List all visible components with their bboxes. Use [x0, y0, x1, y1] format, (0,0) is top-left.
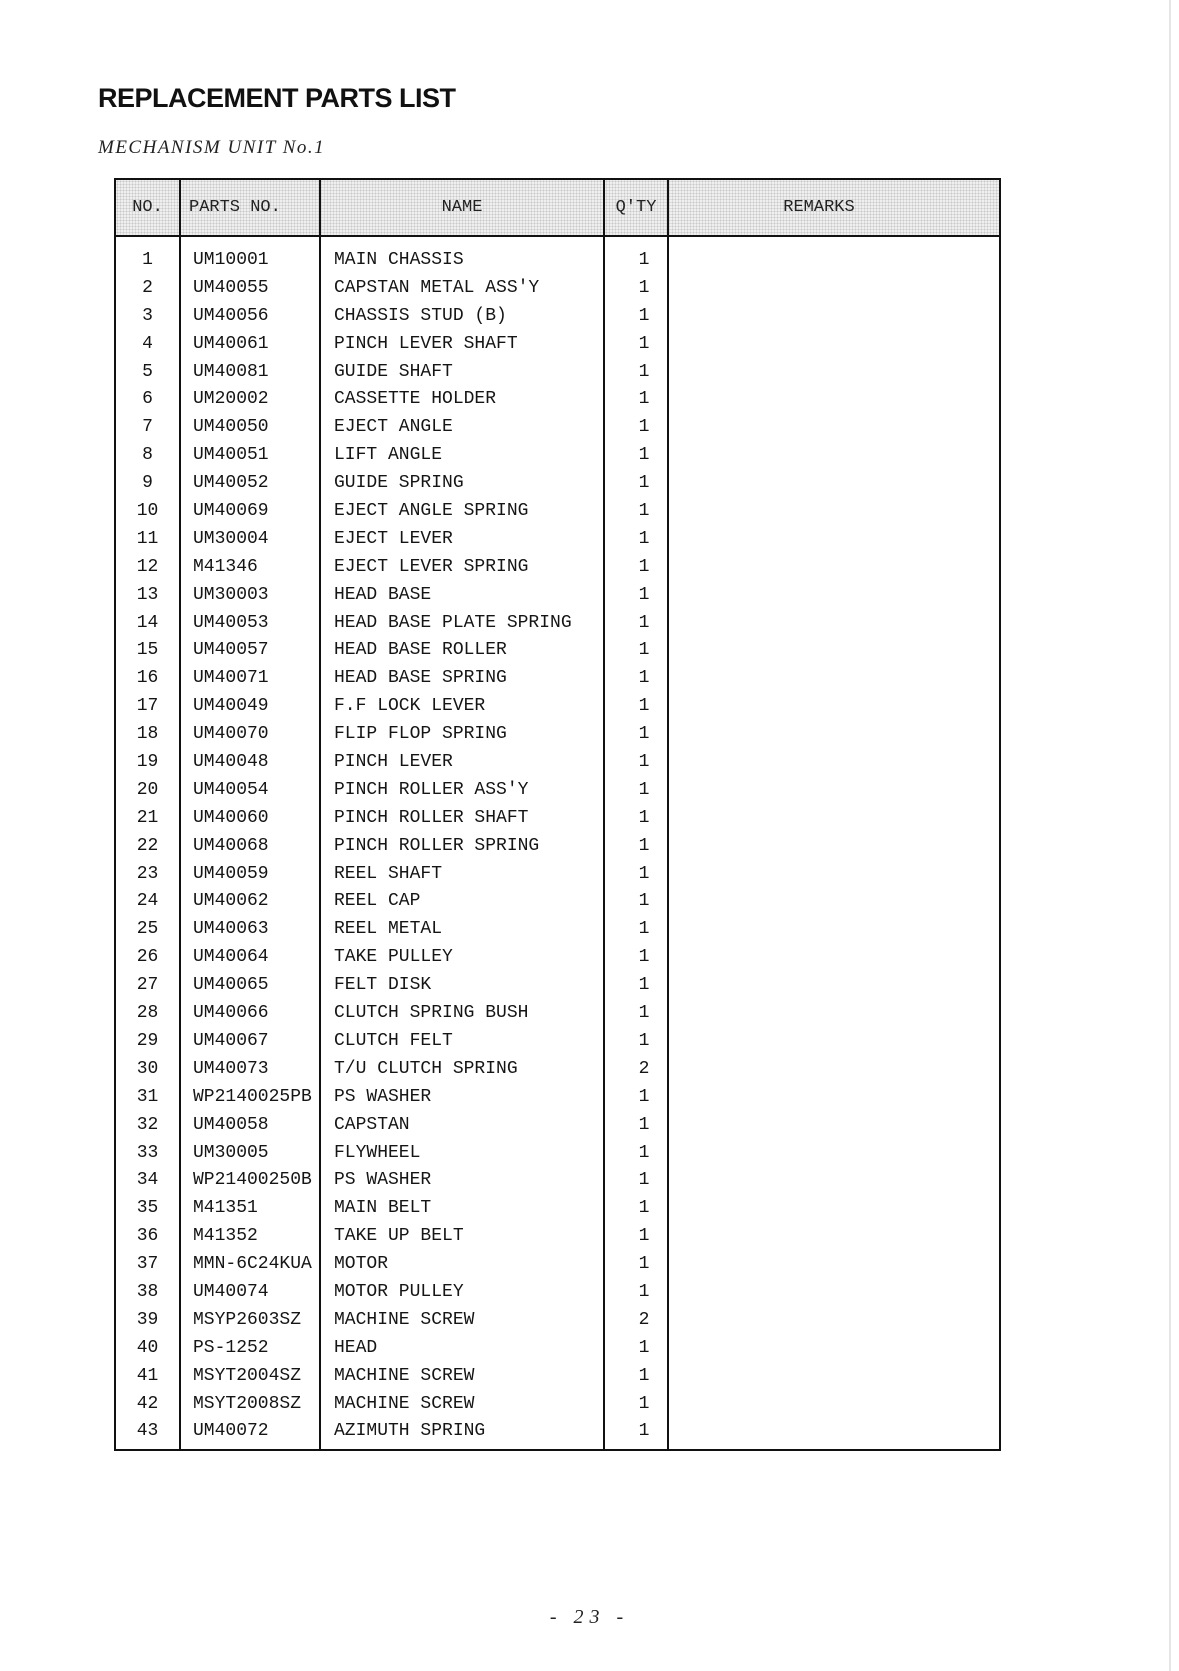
part-name: HEAD — [334, 1337, 378, 1358]
quantity: 1 — [638, 305, 650, 326]
part-number: UM40081 — [193, 361, 269, 382]
part-number: M41351 — [193, 1198, 258, 1219]
table-row — [116, 414, 999, 442]
table-row — [116, 1363, 999, 1391]
quantity: 2 — [638, 1309, 650, 1330]
table-row — [116, 1028, 999, 1056]
section-subtitle: MECHANISM UNIT No.1 — [98, 137, 326, 158]
quantity: 1 — [638, 501, 650, 522]
part-number: UM40061 — [193, 333, 269, 354]
header-qty: Q'TY — [615, 198, 657, 217]
row-number: 16 — [136, 668, 159, 689]
row-number: 38 — [136, 1281, 159, 1302]
quantity: 1 — [638, 668, 650, 689]
part-name: CLUTCH SPRING BUSH — [334, 1003, 529, 1024]
quantity: 1 — [638, 1086, 650, 1107]
part-number: UM40073 — [193, 1058, 269, 1079]
row-number: 35 — [136, 1198, 159, 1219]
row-number: 40 — [136, 1337, 159, 1358]
part-number: UM30004 — [193, 528, 269, 549]
row-number: 25 — [136, 919, 159, 940]
table-row — [116, 1391, 999, 1419]
row-number: 8 — [142, 445, 153, 466]
part-name: PINCH ROLLER ASS'Y — [334, 779, 529, 800]
quantity: 1 — [638, 1114, 650, 1135]
part-number: MSYT2004SZ — [193, 1365, 302, 1386]
quantity: 1 — [638, 752, 650, 773]
quantity: 1 — [638, 612, 650, 633]
table-row — [116, 972, 999, 1000]
quantity: 1 — [638, 779, 650, 800]
table-row — [116, 637, 999, 665]
part-name: MOTOR — [334, 1254, 389, 1275]
row-number: 2 — [142, 277, 153, 298]
part-name: FELT DISK — [334, 975, 432, 996]
row-number: 17 — [136, 696, 159, 717]
table-row — [116, 582, 999, 610]
part-number: PS-1252 — [193, 1337, 269, 1358]
part-number: UM40049 — [193, 696, 269, 717]
page-title: REPLACEMENT PARTS LIST — [98, 83, 456, 113]
row-number: 34 — [136, 1170, 159, 1191]
row-number: 29 — [136, 1030, 159, 1051]
part-number: UM40054 — [193, 779, 269, 800]
part-number: M41352 — [193, 1226, 258, 1247]
row-number: 11 — [136, 528, 159, 549]
table-row — [116, 888, 999, 916]
quantity: 1 — [638, 1254, 650, 1275]
part-number: UM30003 — [193, 584, 269, 605]
quantity: 1 — [638, 445, 650, 466]
quantity: 2 — [638, 1058, 650, 1079]
header-remarks: REMARKS — [783, 198, 855, 217]
quantity: 1 — [638, 361, 650, 382]
row-number: 18 — [136, 724, 159, 745]
table-row — [116, 1140, 999, 1168]
part-name: EJECT ANGLE — [334, 417, 453, 438]
quantity: 1 — [638, 696, 650, 717]
quantity: 1 — [638, 975, 650, 996]
quantity: 1 — [638, 863, 650, 884]
part-number: UM40052 — [193, 473, 269, 494]
part-number: UM40072 — [193, 1421, 269, 1442]
part-name: EJECT LEVER SPRING — [334, 556, 529, 577]
part-name: F.F LOCK LEVER — [334, 696, 486, 717]
table-header — [116, 180, 999, 237]
row-number: 24 — [136, 891, 159, 912]
row-number: 33 — [136, 1142, 159, 1163]
quantity: 1 — [638, 1170, 650, 1191]
row-number: 14 — [136, 612, 159, 633]
part-name: T/U CLUTCH SPRING — [334, 1058, 518, 1079]
part-name: CAPSTAN — [334, 1114, 410, 1135]
row-number: 39 — [136, 1309, 159, 1330]
quantity: 1 — [638, 584, 650, 605]
part-number: UM30005 — [193, 1142, 269, 1163]
part-name: HEAD BASE — [334, 584, 432, 605]
quantity: 1 — [638, 1421, 650, 1442]
table-row — [116, 610, 999, 638]
table-row — [116, 916, 999, 944]
page-number: - 23 - — [549, 1606, 630, 1628]
table-row — [116, 1167, 999, 1195]
row-number: 4 — [142, 333, 153, 354]
quantity: 1 — [638, 1003, 650, 1024]
part-number: UM40063 — [193, 919, 269, 940]
table-row — [116, 777, 999, 805]
part-number: UM10001 — [193, 250, 269, 270]
quantity: 1 — [638, 919, 650, 940]
part-name: PINCH ROLLER SHAFT — [334, 807, 529, 828]
table-row — [116, 1307, 999, 1335]
part-number: WP2140025PB — [193, 1086, 312, 1107]
part-name: EJECT LEVER — [334, 528, 453, 549]
row-number: 36 — [136, 1226, 159, 1247]
table-row — [116, 1195, 999, 1223]
row-number: 7 — [142, 417, 153, 438]
part-name: PINCH LEVER — [334, 752, 453, 773]
part-name: MOTOR PULLEY — [334, 1281, 464, 1302]
part-name: CLUTCH FELT — [334, 1030, 453, 1051]
quantity: 1 — [638, 1198, 650, 1219]
quantity: 1 — [638, 1365, 650, 1386]
part-number: UM40069 — [193, 501, 269, 522]
quantity: 1 — [638, 947, 650, 968]
table-row — [116, 1223, 999, 1251]
table-row — [116, 665, 999, 693]
row-number: 41 — [136, 1365, 159, 1386]
row-number: 19 — [136, 752, 159, 773]
row-number: 12 — [136, 556, 159, 577]
table-row — [116, 247, 999, 275]
part-number: UM40057 — [193, 640, 269, 661]
part-number: UM40071 — [193, 668, 269, 689]
row-number: 31 — [136, 1086, 159, 1107]
quantity: 1 — [638, 250, 650, 270]
part-name: CASSETTE HOLDER — [334, 389, 497, 410]
row-number: 27 — [136, 975, 159, 996]
part-name: MAIN BELT — [334, 1198, 432, 1219]
part-name: MACHINE SCREW — [334, 1365, 475, 1386]
quantity: 1 — [638, 640, 650, 661]
row-number: 10 — [136, 501, 159, 522]
part-number: UM20002 — [193, 389, 269, 410]
part-number: UM40053 — [193, 612, 269, 633]
row-number: 6 — [142, 389, 153, 410]
part-name: GUIDE SHAFT — [334, 361, 453, 382]
table-row — [116, 331, 999, 359]
part-name: GUIDE SPRING — [334, 473, 464, 494]
table-row — [116, 1251, 999, 1279]
part-number: UM40070 — [193, 724, 269, 745]
part-name: REEL CAP — [334, 891, 421, 912]
part-name: TAKE UP BELT — [334, 1226, 464, 1247]
quantity: 1 — [638, 473, 650, 494]
table-row — [116, 805, 999, 833]
part-name: PINCH ROLLER SPRING — [334, 835, 540, 856]
row-number: 30 — [136, 1058, 159, 1079]
quantity: 1 — [638, 389, 650, 410]
quantity: 1 — [638, 1226, 650, 1247]
part-number: UM40074 — [193, 1281, 269, 1302]
table-row — [116, 275, 999, 303]
table-row — [116, 1418, 999, 1446]
quantity: 1 — [638, 417, 650, 438]
quantity: 1 — [638, 1337, 650, 1358]
part-name: REEL METAL — [334, 919, 443, 940]
part-number: UM40064 — [193, 947, 269, 968]
row-number: 37 — [136, 1254, 159, 1275]
part-name: CAPSTAN METAL ASS'Y — [334, 277, 540, 298]
row-number: 22 — [136, 835, 159, 856]
part-number: UM40065 — [193, 975, 269, 996]
table-body — [116, 247, 999, 1446]
quantity: 1 — [638, 807, 650, 828]
table-row — [116, 526, 999, 554]
part-name: REEL SHAFT — [334, 863, 443, 884]
table-row — [116, 693, 999, 721]
row-number: 28 — [136, 1003, 159, 1024]
part-name: AZIMUTH SPRING — [334, 1421, 486, 1442]
part-number: UM40066 — [193, 1003, 269, 1024]
part-number: UM40059 — [193, 863, 269, 884]
part-name: PS WASHER — [334, 1086, 432, 1107]
row-number: 20 — [136, 779, 159, 800]
quantity: 1 — [638, 1393, 650, 1414]
quantity: 1 — [638, 1281, 650, 1302]
table-row — [116, 721, 999, 749]
table-row — [116, 1279, 999, 1307]
row-number: 1 — [142, 250, 153, 270]
table-row — [116, 1335, 999, 1363]
part-number: UM40068 — [193, 835, 269, 856]
table-row — [116, 359, 999, 387]
part-name: HEAD BASE SPRING — [334, 668, 507, 689]
row-number: 42 — [136, 1393, 159, 1414]
part-name: MAIN CHASSIS — [334, 250, 464, 270]
part-name: PS WASHER — [334, 1170, 432, 1191]
header-parts-no: PARTS NO. — [189, 198, 281, 217]
quantity: 1 — [638, 724, 650, 745]
parts-table — [114, 178, 1001, 1451]
table-row — [116, 861, 999, 889]
part-name: HEAD BASE ROLLER — [334, 640, 507, 661]
part-name: CHASSIS STUD (B) — [334, 305, 507, 326]
row-number: 43 — [136, 1421, 159, 1442]
table-row — [116, 1000, 999, 1028]
part-number: UM40051 — [193, 445, 269, 466]
table-row — [116, 303, 999, 331]
table-row — [116, 498, 999, 526]
row-number: 13 — [136, 584, 159, 605]
table-row — [116, 1056, 999, 1084]
part-number: UM40058 — [193, 1114, 269, 1135]
part-number: M41346 — [193, 556, 258, 577]
table-row — [116, 386, 999, 414]
part-number: WP21400250B — [193, 1170, 312, 1191]
row-number: 23 — [136, 863, 159, 884]
part-name: LIFT ANGLE — [334, 445, 443, 466]
part-number: UM40056 — [193, 305, 269, 326]
part-number: MSYP2603SZ — [193, 1309, 302, 1330]
row-number: 32 — [136, 1114, 159, 1135]
table-row — [116, 554, 999, 582]
page-edge-line — [1169, 0, 1171, 1671]
part-number: UM40062 — [193, 891, 269, 912]
part-number: MSYT2008SZ — [193, 1393, 302, 1414]
row-number: 21 — [136, 807, 159, 828]
row-number: 26 — [136, 947, 159, 968]
part-name: FLIP FLOP SPRING — [334, 724, 507, 745]
row-number: 5 — [142, 361, 153, 382]
part-name: MACHINE SCREW — [334, 1393, 475, 1414]
table-row — [116, 442, 999, 470]
table-row — [116, 944, 999, 972]
quantity: 1 — [638, 528, 650, 549]
table-row — [116, 1112, 999, 1140]
part-name: HEAD BASE PLATE SPRING — [334, 612, 572, 633]
header-no: NO. — [132, 198, 163, 217]
quantity: 1 — [638, 333, 650, 354]
part-number: UM40050 — [193, 417, 269, 438]
quantity: 1 — [638, 1030, 650, 1051]
quantity: 1 — [638, 891, 650, 912]
part-number: MMN-6C24KUA — [193, 1254, 312, 1275]
table-row — [116, 470, 999, 498]
quantity: 1 — [638, 1142, 650, 1163]
part-number: UM40067 — [193, 1030, 269, 1051]
quantity: 1 — [638, 835, 650, 856]
part-number: UM40048 — [193, 752, 269, 773]
part-name: FLYWHEEL — [334, 1142, 421, 1163]
row-number: 3 — [142, 305, 153, 326]
part-name: TAKE PULLEY — [334, 947, 453, 968]
table-row — [116, 749, 999, 777]
table-row — [116, 833, 999, 861]
part-name: PINCH LEVER SHAFT — [334, 333, 518, 354]
row-number: 9 — [142, 473, 153, 494]
table-row — [116, 1084, 999, 1112]
part-name: EJECT ANGLE SPRING — [334, 501, 529, 522]
part-number: UM40055 — [193, 277, 269, 298]
quantity: 1 — [638, 277, 650, 298]
row-number: 15 — [136, 640, 159, 661]
part-number: UM40060 — [193, 807, 269, 828]
part-name: MACHINE SCREW — [334, 1309, 475, 1330]
quantity: 1 — [638, 556, 650, 577]
header-name: NAME — [441, 198, 483, 217]
